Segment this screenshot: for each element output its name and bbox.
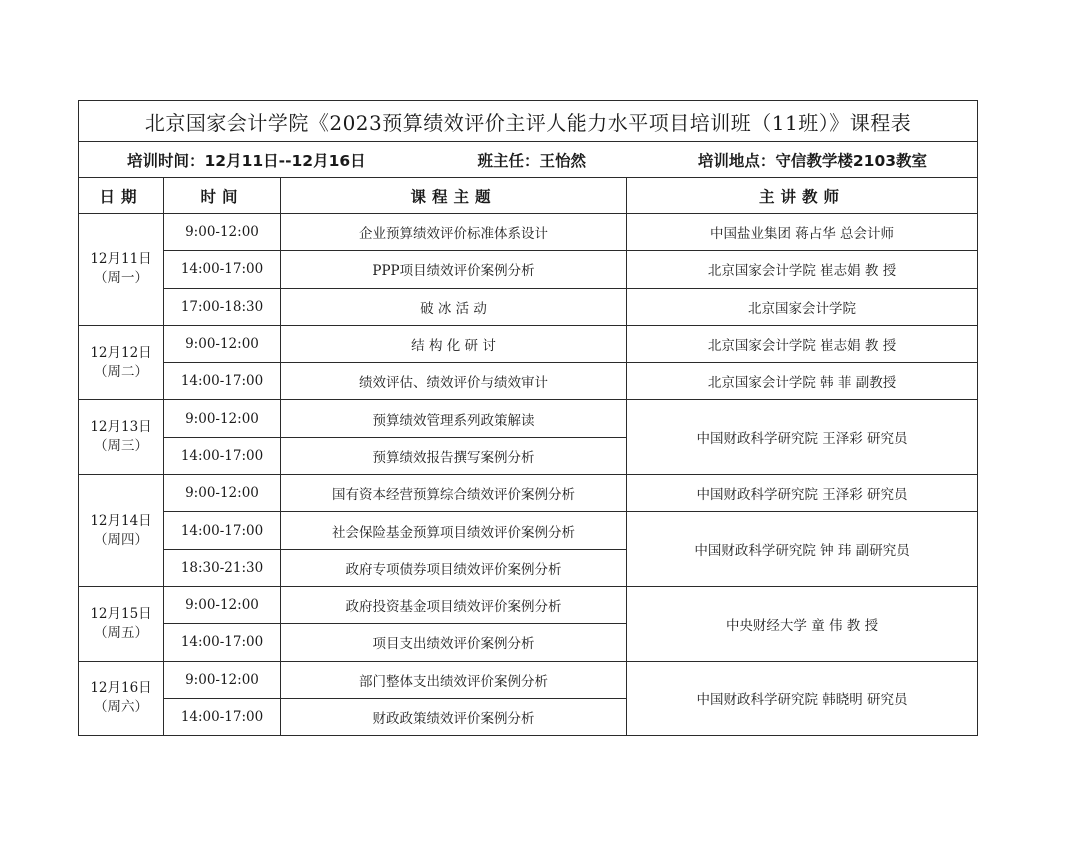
topic-cell: 预算绩效管理系列政策解读 — [281, 400, 627, 437]
weekday-label: （周六） — [94, 699, 148, 716]
weekday-label: （周三） — [94, 438, 148, 455]
time-cell: 17:00-18:30 — [164, 288, 281, 325]
time-cell: 18:30-21:30 — [164, 549, 281, 586]
table-row — [79, 400, 978, 437]
training-period: 培训时间：12月11日--12月16日 — [127, 151, 366, 170]
teacher-cell: 中央财经大学 童 伟 教 授 — [627, 586, 978, 661]
schedule-table — [78, 100, 978, 736]
topic-cell: 预算绩效报告撰写案例分析 — [281, 437, 627, 474]
time-cell: 14:00-17:00 — [164, 698, 281, 735]
topic-cell: 项目支出绩效评价案例分析 — [281, 624, 627, 661]
table-row — [79, 288, 978, 325]
date-label: 12月12日 — [90, 344, 152, 361]
teacher-cell: 中国财政科学研究院 韩晓明 研究员 — [627, 661, 978, 736]
table-row — [79, 512, 978, 549]
training-location: 培训地点：守信教学楼2103教室 — [697, 151, 928, 170]
teacher-cell: 北京国家会计学院 — [627, 288, 978, 325]
time-cell: 14:00-17:00 — [164, 437, 281, 474]
teacher-cell: 北京国家会计学院 韩 菲 副教授 — [627, 363, 978, 400]
date-cell — [79, 214, 164, 326]
time-cell: 9:00-12:00 — [164, 586, 281, 623]
time-cell: 9:00-12:00 — [164, 325, 281, 362]
teacher-cell: 北京国家会计学院 崔志娟 教 授 — [627, 251, 978, 288]
schedule-sheet — [78, 100, 977, 736]
date-cell — [79, 475, 164, 587]
topic-cell: 政府专项债券项目绩效评价案例分析 — [281, 549, 627, 586]
time-cell: 14:00-17:00 — [164, 363, 281, 400]
time-cell: 14:00-17:00 — [164, 251, 281, 288]
header-date: 日期 — [79, 178, 164, 214]
teacher-cell: 中国财政科学研究院 王泽彩 研究员 — [627, 400, 978, 475]
table-row — [79, 325, 978, 362]
table-row — [79, 586, 978, 623]
weekday-label: （周五） — [94, 624, 148, 641]
date-cell — [79, 325, 164, 400]
table-row — [79, 661, 978, 698]
time-cell: 9:00-12:00 — [164, 475, 281, 512]
date-cell — [79, 400, 164, 475]
weekday-label: （周一） — [94, 270, 148, 287]
topic-cell: 破 冰 活 动 — [281, 288, 627, 325]
date-cell — [79, 661, 164, 736]
header-time: 时间 — [164, 178, 281, 214]
weekday-label: （周四） — [94, 531, 148, 548]
header-topic: 课程主题 — [281, 178, 627, 214]
table-row — [79, 475, 978, 512]
date-cell — [79, 586, 164, 661]
table-row — [79, 214, 978, 251]
topic-cell: 财政政策绩效评价案例分析 — [281, 698, 627, 735]
teacher-cell: 北京国家会计学院 崔志娟 教 授 — [627, 325, 978, 362]
class-info-bar — [79, 142, 978, 178]
date-label: 12月14日 — [90, 512, 152, 529]
time-cell: 14:00-17:00 — [164, 624, 281, 661]
schedule-title: 北京国家会计学院《2023预算绩效评价主评人能力水平项目培训班（11班）》课程表 — [79, 101, 978, 142]
time-cell: 9:00-12:00 — [164, 661, 281, 698]
date-label: 12月13日 — [90, 419, 152, 436]
date-label: 12月11日 — [90, 251, 152, 268]
topic-cell: 部门整体支出绩效评价案例分析 — [281, 661, 627, 698]
time-cell: 14:00-17:00 — [164, 512, 281, 549]
date-label: 12月16日 — [90, 680, 152, 697]
teacher-cell: 中国盐业集团 蒋占华 总会计师 — [627, 214, 978, 251]
topic-cell: 绩效评估、绩效评价与绩效审计 — [281, 363, 627, 400]
topic-cell: PPP项目绩效评价案例分析 — [281, 251, 627, 288]
header-row — [79, 178, 978, 214]
time-cell: 9:00-12:00 — [164, 214, 281, 251]
topic-cell: 企业预算绩效评价标准体系设计 — [281, 214, 627, 251]
topic-cell: 政府投资基金项目绩效评价案例分析 — [281, 586, 627, 623]
topic-cell: 国有资本经营预算综合绩效评价案例分析 — [281, 475, 627, 512]
header-teacher: 主讲教师 — [627, 178, 978, 214]
head-teacher: 班主任：王怡然 — [477, 151, 587, 170]
teacher-cell: 中国财政科学研究院 钟 玮 副研究员 — [627, 512, 978, 587]
date-label: 12月15日 — [90, 605, 152, 622]
table-row — [79, 363, 978, 400]
teacher-cell: 中国财政科学研究院 王泽彩 研究员 — [627, 475, 978, 512]
weekday-label: （周二） — [94, 363, 148, 380]
time-cell: 9:00-12:00 — [164, 400, 281, 437]
topic-cell: 结 构 化 研 讨 — [281, 325, 627, 362]
topic-cell: 社会保险基金预算项目绩效评价案例分析 — [281, 512, 627, 549]
table-row — [79, 251, 978, 288]
